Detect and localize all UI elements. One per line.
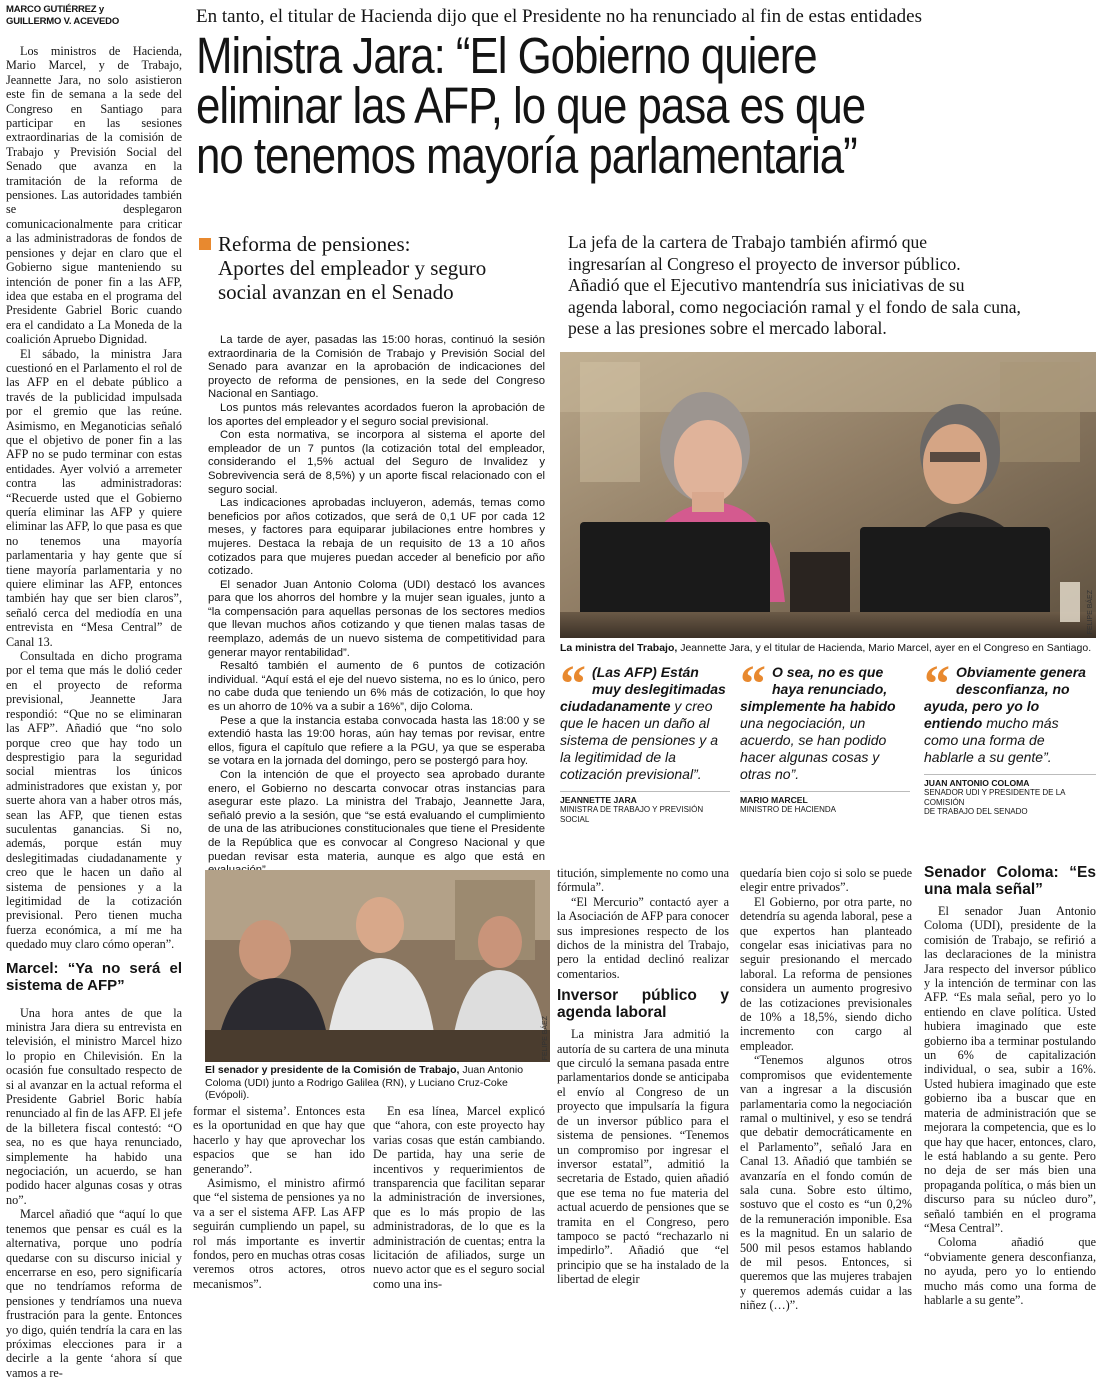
column-right xyxy=(924,864,1096,1307)
deck-line4: agenda laboral, como negociación ramal y el fondo de sala cuna, xyxy=(568,296,1021,317)
caption-rest: Juan Antonio Coloma (UDI) junto a Rodrigo Galilea (RN), y Luciano Cruz-Coke (Evópoli). xyxy=(205,1064,524,1101)
column-b2 xyxy=(193,1104,365,1291)
brief-column xyxy=(208,334,545,862)
quote-role: MINISTRA DE TRABAJO Y PREVISIÓN SOCIAL xyxy=(560,805,704,824)
subhead xyxy=(196,232,536,304)
quote-marcel xyxy=(740,656,910,854)
deck xyxy=(568,232,1098,340)
quote-bold: (Las AFP) Están muy deslegitimadas ciudadanamente xyxy=(560,664,726,714)
colb2-paragraph: formar el sistema’. Entonces esta es la oportunidad en que hay que hacerlo y hay que aprovechar los espacios que se han ido generando”. xyxy=(193,1104,365,1176)
col1-paragraph: Una hora antes de que la ministra Jara diera su entrevista en televisión, el ministro Marcel hizo lo propio en Chilevisión. En la ocasión fue consultado respecto de si al avanzar en la actual reforma el Presidente Gabriel Boric había renunciado al fin de las AFP. El jefe de la billetera fiscal contestó: “O sea, no es que haya renunciado, simplemente ha habido una negociación, un acuerdo, se han podido hacer algunas cosas y otras no”. xyxy=(6,1005,182,1207)
quote-bold: O sea, no es que haya renunciado, simplemente ha habido xyxy=(740,664,896,714)
quote-coloma xyxy=(924,656,1096,854)
col1-paragraph: El sábado, la ministra Jara cuestionó en el Parlamento el rol de las AFP en el debate público a través de la publicidad impulsada por el gremio que las reúne. Asimismo, en Meganoticias señaló que el objetivo de poner fin a las AFP no se pudo terminar con estas entidades. Ayer volvió a arremeter contra las administradoras: “Recuerde usted que el Gobierno quería eliminar las AFP y quiere eliminar las AFP, lo que pasa es que no tenemos una mayoría parlamentaria y hay gente que sí tiene mayoría parlamentaria y no quiere eliminar las AFP, entonces también hay que ser bien claros”, señaló cerca del mediodía en una entrevista en “Mesa Central” de Canal 13. xyxy=(6,346,182,649)
headline-line3: no tenemos mayoría parlamentaria” xyxy=(196,127,857,184)
byline xyxy=(6,4,176,28)
quote-name: JUAN ANTONIO COLOMA xyxy=(924,778,1030,788)
brief-paragraph: Pese a que la instancia estaba convocada hasta las 18:00 y se extendió hasta las 19:00 horas, aún hay temas por revisar, entre ellos, figura el capítulo que refiere a la PGU, ya que se esperaba se votara en la jornada del domingo, pero se postergó para hoy. xyxy=(208,714,545,768)
small-photo xyxy=(205,870,550,1062)
kicker: En tanto, el titular de Hacienda dijo que el Presidente no ha renunciado al fin de estas entidades xyxy=(196,6,922,27)
byline-line2: GUILLERMO V. ACEVEDO xyxy=(6,16,120,27)
colm2-paragraph: El Gobierno, por otra parte, no detendría su agenda laboral, pese a que expertos han planteado congelar esas iniciativas para no seguir presionando el mercado laboral. La reforma de pensiones considera un aumento progresivo de las cotizaciones previsionales de 10% a 18,5%, siendo dicho incremento con cargo al empleador. xyxy=(740,894,912,1053)
colr-paragraph: El senador Juan Antonio Coloma (UDI), presidente de la comisión de Trabajo, se refirió a las declaraciones de la ministra Jara respecto del inversor público y la intención de terminar con las AFP. “Es mala señal, pero yo lo entiendo en clave política. Usted hubiera imaginado que este gobierno iba a terminar postulando un 6% de capitalización individual, o sea, subir a 16%. Usted hubiera imaginado que este gobierno iba a buscar que en materia de administración que se mejorara la competencia, que es lo que hay que hacer, entonces, claro, le está hablando a su gente. Pero no deja de ser más bien una propaganda política, o más bien un discurso para su núcleo duro”, señaló también en el programa “Mesa Central”. xyxy=(924,904,1096,1235)
brief-paragraph: Con la intención de que el proyecto sea aprobado durante enero, el Gobierno no descarta convocar otras instancias para asegurar este plazo. La ministra del Trabajo, Jeannette Jara, señaló previo a la sesión, que “se está evaluando el cumplimiento de una de las atribuciones constitucionales que tiene el Presidente de la República que es convocar al Congreso Nacional y que puedan revisar esta materia, aunque es algo que está en xyxy=(208,769,545,863)
caption-bold: El senador y presidente de la Comisión de Trabajo, xyxy=(205,1064,460,1076)
main-photo-image xyxy=(560,352,1096,638)
main-photo xyxy=(560,352,1096,638)
caption-rest: Jeannette Jara, y el titular de Hacienda, Mario Marcel, ayer en el Congreso en Santiago. xyxy=(677,642,1092,654)
quote-mark-icon: “ xyxy=(740,656,766,713)
small-photo-caption xyxy=(205,1064,550,1102)
quote-name: MARIO MARCEL xyxy=(740,795,808,805)
quote-mark-icon: “ xyxy=(924,656,950,713)
colm1-paragraph: “El Mercurio” contactó ayer a la Asociación de AFP para conocer sus impresiones respecto de los dichos de la ministra del Trabajo, pero la entidad declinó realizar comentarios. xyxy=(557,894,729,981)
subhead-line1: Reforma de pensiones: xyxy=(218,232,411,256)
quote-name: JEANNETTE JARA xyxy=(560,795,637,805)
brief-paragraph: Resaltó también el aumento de 6 puntos de cotización individual. “Aquí está el eje del nuevo sistema, no es lo único, pero no cabe duda que teniendo un 6% más de cotización, lo que hoy es un ahorro de 10% va a subir a 16%”, dijo Coloma. xyxy=(208,660,545,714)
colm1-paragraph: La ministra Jara admitió la autoría de su cartera de una minuta que circuló la semana pasada entre parlamentarios donde se anticipaba el envío al Congreso de un proyecto que impulsaría la figura de un inversor público para el sistema de pensiones. “Tenemos un compromiso por ingresar el inversor estatal”, admitió la secretaria de Estado, quien añadió que ese tema no fue materia del actual acuerdo de pensiones que se tramita en el Congreso, pero tampoco se pactó “rechazarlo ni impedirlo”. Añadió que “el principio que se ha instalado de la libertad de elegir xyxy=(557,1027,729,1287)
column-m2 xyxy=(740,866,912,1313)
deck-line3: Añadió que el Ejecutivo mantendría sus iniciativas de su xyxy=(568,275,965,295)
byline-line1: MARCO GUTIÉRREZ y xyxy=(6,4,104,15)
colm1-paragraph: titución, simplemente no como una fórmula”. xyxy=(557,866,729,895)
subhead-line3: social avanzan en el Senado xyxy=(218,280,454,304)
col1-paragraph: Marcel añadió que “aquí lo que tenemos que pensar es cuál es la alternativa, porque uno podría quedarse con su discurso inicial y encerrarse en eso, pero significaría que no tendríamos reforma de pensiones y tendríamos una nueva frustración para la gente. Entonces yo digo, quién tendría la cara en las próximas elecciones para ir a decirle a la gente ‘ahora sí que vamos a re- xyxy=(6,1207,182,1380)
column-b3 xyxy=(373,1104,545,1291)
quote-mark-icon: “ xyxy=(560,656,586,713)
quote-role: DE TRABAJO DEL SENADO xyxy=(924,807,1028,816)
brief-paragraph: Los puntos más relevantes acordados fueron la aprobación de los aportes del empleador y el seguro social previsional. xyxy=(208,401,545,428)
quote-rest: mucho más como una forma de hablarle a su gente”. xyxy=(924,715,1059,765)
colm1-subheading: Inversor público y agenda laboral xyxy=(557,987,729,1022)
main-photo-caption xyxy=(560,642,1100,655)
brief-paragraph: La tarde de ayer, pasadas las 15:00 horas, continuó la sesión extraordinaria de la Comisión de Trabajo y Previsión Social del Senado para avanzar en la aprobación de indicaciones del proyecto de reforma de pensiones, en la sede del Congreso Nacional en Santiago. xyxy=(208,334,545,401)
quote-rest: y creo que le hacen un daño al sistema de pensiones y a la legitimidad de la cotización previsional”. xyxy=(560,698,718,782)
subhead-line2: Aportes del empleador y seguro xyxy=(218,256,487,280)
colb3-paragraph: En esa línea, Marcel explicó que “ahora, con este proyecto hay varias cosas que están cambiando. De partida, hay una serie de incentivos y requerimientos de transparencia que facilitan separar la administración de inversiones, que es lo más propio de las administradoras, de lo que es la administración de cuentas; entra la licitación de afiliados, surge un nuevo actor que es el seguro social como una ins- xyxy=(373,1104,545,1291)
quote-role: SENADOR UDI Y PRESIDENTE DE LA COMISIÓN xyxy=(924,788,1066,807)
quote-bold: Obviamente genera desconfianza, no ayuda, pero yo lo entiendo xyxy=(924,664,1086,731)
colm2-paragraph: quedaría bien cojo si solo se puede elegir entre privados”. xyxy=(740,866,912,895)
quote-rest: una negociación, un acuerdo, se han podido hacer algunas cosas y otras no”. xyxy=(740,715,887,782)
deck-line2: ingresarían al Congreso el proyecto de inversor público. xyxy=(568,253,961,274)
deck-line1: La jefa de la cartera de Trabajo también afirmó que xyxy=(568,232,928,252)
small-photo-image xyxy=(205,870,550,1062)
column-m1 xyxy=(557,866,729,1287)
brief-paragraph: Las indicaciones aprobadas incluyeron, además, temas como beneficios por años cotizados, que será de 0,1 UF por cada 12 meses, y factores para equiparar jubilaciones entre hombres y mujeres. Destaca la rebaja de un requisito de 13 a 10 años cotizados para que mujeres puedan acceder al beneficio por año cotizado. xyxy=(208,497,545,578)
orange-square-icon xyxy=(199,238,211,250)
colm2-paragraph: “Tenemos algunos otros compromisos que evidentemente van a ingresar a la discusión parlamentaria como la negociación ramal o multinivel, y eso se tendrá que debatir democráticamente en el Parlamento”, señaló Jara en Canal 13. Añadió que también se avanzaría en el fondo común de sala cuna. Sobre esto último, sostuvo que el costo es “un 0,2% de la remuneración imponible. Esa es la magnitud. En un salario de 500 mil pesos estamos hablando de mil pesos. Entonces, si queremos que las mujeres trabajen y queremos además cuidar a las niñez (…)”. xyxy=(740,1053,912,1313)
headline xyxy=(196,27,1090,184)
brief-paragraph: Con esta normativa, se incorpora al sistema el aporte del empleador de un 7 puntos (la cotización total del empleador, considerando el 1,5% actual del Seguro de Invalidez y Sobrevivencia será de 8,5%) y un aporte fiscal relacionado con el seguro social. xyxy=(208,429,545,496)
small-photo-credit: FELIPE BÁEZ xyxy=(542,1015,549,1060)
col1-subheading: Marcel: “Ya no será el sistema de AFP” xyxy=(6,959,182,994)
col1-paragraph: Los ministros de Hacienda, Mario Marcel, y de Trabajo, Jeannette Jara, no solo asistieron este fin de semana a la sede del Congreso en Santiago para participar en las sesiones extraordinarias de la comisión de Trabajo y Previsión Social del Senado que avanza en la tramitación de la reforma de pensiones. Las autoridades también se desplegaron comunicacionalmente para criticar a las administradoras de fondos de pensiones y dejar en claro que el Gobierno sigue manteniendo su intención de poner fin a las AFP, idea que estaba en el programa del Presidente Gabriel Boric cuando era el candidato a La Moneda de la coalición Apruebo Dignidad. xyxy=(6,44,182,347)
quote-jara xyxy=(560,656,730,854)
brief-paragraph: El senador Juan Antonio Coloma (UDI) destacó los avances para que los ahorros del hombre y la mujer sean iguales, junto a “la compensación para aquellas personas de los sectores medios que llevan muchos años cotizando y que tienen malas tasas de reemplazo, además de un nuevo sistema de competitividad para generar mayor rentabilidad”. xyxy=(208,578,545,659)
column-1 xyxy=(6,40,182,1380)
headline-line2: eliminar las AFP, lo que pasa es que xyxy=(196,77,866,134)
colr-subheading: Senador Coloma: “Es una mala señal” xyxy=(924,864,1096,898)
quote-role: MINISTRO DE HACIENDA xyxy=(740,805,837,814)
deck-line5: pese a las presiones sobre el mercado laboral. xyxy=(568,318,887,338)
colr-paragraph: Coloma añadió que “obviamente genera desconfianza, no ayuda, pero yo lo entiendo mucho más como una forma de hablarle a su gente”. xyxy=(924,1235,1096,1307)
headline-line1: Ministra Jara: “El Gobierno quiere xyxy=(196,27,817,84)
caption-bold: La ministra del Trabajo, xyxy=(560,642,678,654)
colb2-paragraph: Asimismo, el ministro afirmó que “el sistema de pensiones ya no va a ser el sistema AFP. Las AFP seguirán cumpliendo un papel, su rol más importante es invertir fondos, pero en muchas otras cosas veremos otros actores, otros mecanismos”. xyxy=(193,1176,365,1291)
col1-paragraph: Consultada en dicho programa por el tema que más le dolió ceder en el proyecto de reforma previsional, Jeannette Jara respondió: “Que no se eliminaran las AFP”. Añadió que “no solo porque creo que hay todo un desprestigio para la seguridad social mientras los únicos administradores que existan y, por suerte ahora van a haber otros más, sean las AFP, que tienen estas suculentas ganancias. Si no, además, porque están muy deslegitimadas ciudadanamente y creo que le hacen un daño al sistema de pensiones y a la legitimidad de la cotización previsional. Pero tienen mucha fuerza económica, a mí me ha quedado muy claro cómo operan”. xyxy=(6,649,182,952)
main-photo-credit: FELIPE BÁEZ xyxy=(1087,589,1094,634)
